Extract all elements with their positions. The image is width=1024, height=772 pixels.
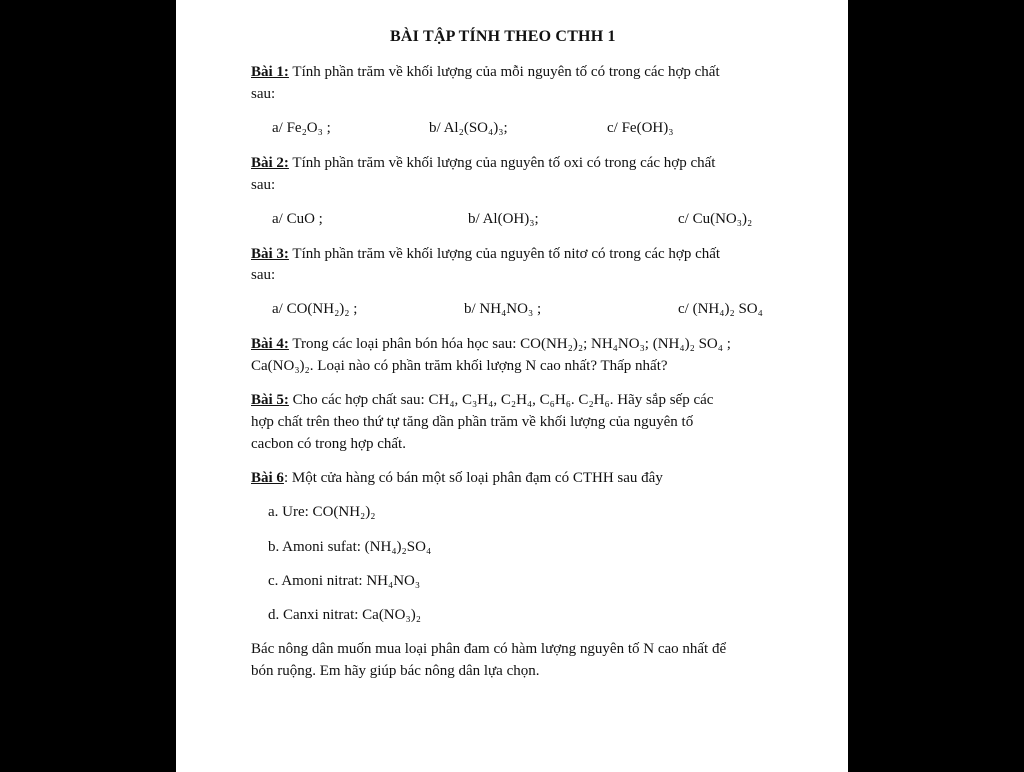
exercise-6-label: Bài 6	[251, 470, 284, 486]
exercise-2-text: Tính phần trăm về khối lượng của nguyên tố oxi có trong các hợp chất	[292, 155, 716, 171]
exercise-5-line-1	[251, 391, 713, 409]
exercise-3-option-c: c/ (NH₄)₂ SO₄	[678, 301, 763, 317]
exercise-2-option-a: a/ CuO ;	[272, 211, 323, 227]
exercise-2-label: Bài 2:	[251, 155, 289, 171]
exercise-4-line-1	[251, 335, 731, 353]
exercise-2-line-2: sau:	[251, 177, 276, 193]
exercise-2-option-b: b/ Al(OH)₃;	[468, 211, 539, 227]
exercise-6-item-a: a. Ure: CO(NH₂)₂	[268, 504, 376, 520]
exercise-4-text: Trong các loại phân bón hóa học sau: CO(NH₂)₂; NH₄NO₃; (NH₄)₂ SO₄ ;	[292, 336, 731, 352]
exercise-5-label: Bài 5:	[251, 392, 289, 408]
exercise-6-closing-line-1: Bác nông dân muốn mua loại phân đam có hàm lượng nguyên tố N cao nhất để	[251, 641, 727, 657]
exercise-3-option-b: b/ NH₄NO₃ ;	[464, 301, 542, 317]
exercise-6-closing-line-2: bón ruộng. Em hãy giúp bác nông dân lựa chọn.	[251, 663, 540, 679]
exercise-4-line-2: Ca(NO₃)₂. Loại nào có phần trăm khối lượng N cao nhất? Thấp nhất?	[251, 358, 668, 374]
exercise-1-label: Bài 1:	[251, 64, 289, 80]
exercise-6-line-1	[251, 469, 663, 487]
exercise-1-option-a: a/ Fe₂O₃ ;	[272, 120, 331, 136]
exercise-1-option-b: b/ Al₂(SO₄)₃;	[429, 120, 508, 136]
document-page	[176, 0, 848, 772]
exercise-5-line-3: cacbon có trong hợp chất.	[251, 436, 406, 452]
exercise-5-line-2: hợp chất trên theo thứ tự tăng dần phần trăm về khối lượng của nguyên tố	[251, 414, 694, 430]
exercise-3-line-2: sau:	[251, 267, 276, 283]
exercise-1-line-1	[251, 63, 720, 81]
exercise-3-option-a: a/ CO(NH₂)₂ ;	[272, 301, 358, 317]
exercise-6-item-c: c. Amoni nitrat: NH₄NO₃	[268, 573, 421, 589]
exercise-3-line-1	[251, 245, 720, 263]
page-title: BÀI TẬP TÍNH THEO CTHH 1	[390, 28, 616, 45]
exercise-6-item-d: d. Canxi nitrat: Ca(NO₃)₂	[268, 607, 421, 623]
exercise-6-text: : Một cửa hàng có bán một số loại phân đạm có CTHH sau đây	[283, 470, 663, 486]
exercise-3-text: Tính phần trăm về khối lượng của nguyên tố nitơ có trong các hợp chất	[292, 246, 721, 262]
exercise-1-text: Tính phần trăm về khối lượng của mỗi nguyên tố có trong các hợp chất	[292, 64, 720, 80]
exercise-3-label: Bài 3:	[251, 246, 289, 262]
exercise-6-item-b: b. Amoni sufat: (NH₄)₂SO₄	[268, 539, 432, 555]
exercise-2-line-1	[251, 154, 715, 172]
exercise-4-label: Bài 4:	[251, 336, 289, 352]
exercise-5-text: Cho các hợp chất sau: CH₄, C₃H₄, C₂H₄, C₆H₆. C₂H₆. Hãy sắp sếp các	[292, 392, 714, 408]
exercise-2-option-c: c/ Cu(NO₃)₂	[678, 211, 753, 227]
exercise-1-option-c: c/ Fe(OH)₃	[607, 120, 674, 136]
exercise-1-line-2: sau:	[251, 86, 276, 102]
